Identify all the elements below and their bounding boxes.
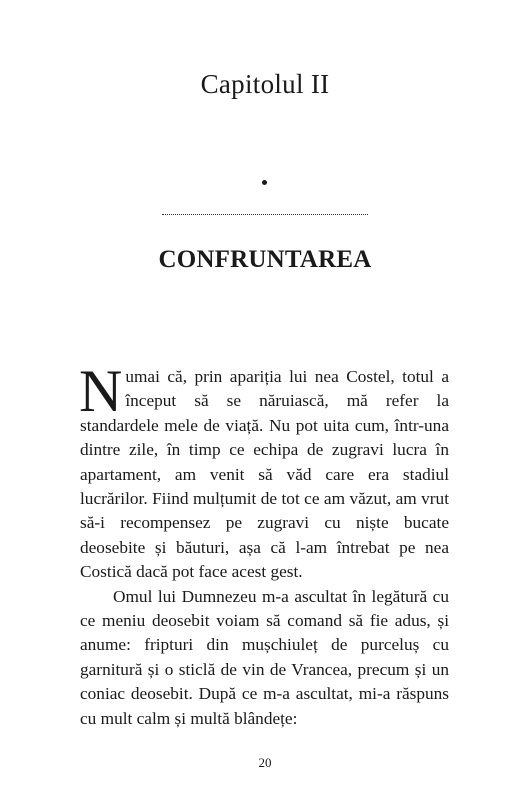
ornament-dot bbox=[262, 180, 267, 185]
paragraph-2: Omul lui Dumnezeu m-a ascultat în legătură cu ce meniu deosebit voiam să comand să fie adus, și anume: fripturi din mușchiuleț de purceluș cu garnitură și o sticlă de vin de Vrancea, precum și un coniac deosebit. După ce m-a ascultat, mi-a răspuns cu mult calm și multă blândețe: bbox=[80, 586, 449, 728]
dotted-divider bbox=[162, 214, 368, 215]
drop-cap: N bbox=[79, 358, 123, 424]
paragraph-1 bbox=[79, 358, 449, 585]
chapter-label: Capitolul II bbox=[200, 69, 330, 99]
page-number: 20 bbox=[258, 755, 272, 770]
section-title: CONFRUNTAREA bbox=[158, 246, 372, 273]
body-text bbox=[79, 358, 449, 731]
paragraph-1-text: umai că, prin apariția lui nea Costel, totul a început să se năruiască, mă refer la standardele mele de viață. Nu pot uita cum, într-una dintre zile, în timp ce echipa de zugravi lucra în apartament, am venit să văd care era stadiul lucrărilor. Fiind mulțumit de tot ce am văzut, am vrut să-i recompensez pe zugravi cu niște bucate deosebite și băuturi, așa că l-am întrebat pe nea Costică dacă pot face acest gest. bbox=[80, 367, 449, 582]
